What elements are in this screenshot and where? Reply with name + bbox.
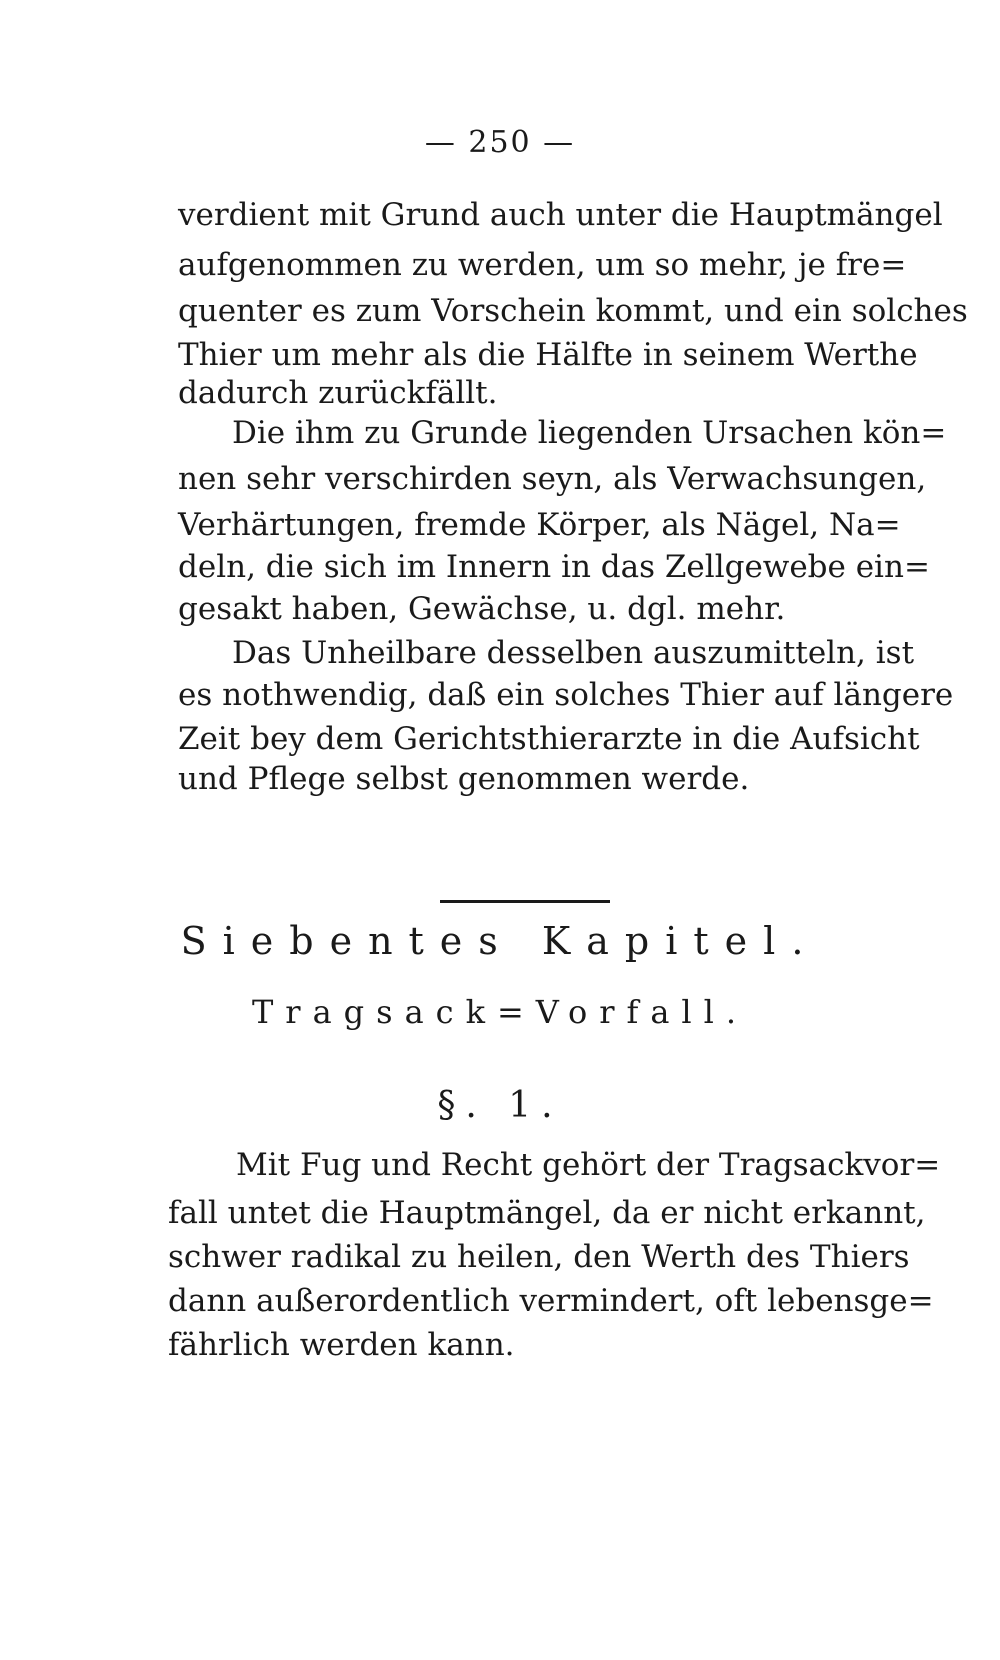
text-line: Thier um mehr als die Hälfte in seinem Werthe: [178, 337, 918, 373]
text-line: fall untet die Hauptmängel, da er nicht erkannt,: [168, 1195, 926, 1231]
text-line: Das Unheilbare desselben auszumitteln, ist: [232, 635, 915, 671]
text-line: und Pflege selbst genommen werde.: [178, 761, 750, 797]
section-mark: §. 1.: [437, 1085, 563, 1126]
page-number: — 250 —: [424, 125, 576, 160]
text-line: Die ihm zu Grunde liegenden Ursachen kön=: [232, 415, 947, 451]
text-line: deln, die sich im Innern in das Zellgewebe ein=: [178, 549, 930, 585]
text-line: gesakt haben, Gewächse, u. dgl. mehr.: [178, 591, 786, 627]
text-line: quenter es zum Vorschein kommt, und ein solches: [178, 293, 968, 329]
text-line: nen sehr verschirden seyn, als Verwachsungen,: [178, 461, 927, 497]
text-line: Mit Fug und Recht gehört der Tragsackvor=: [236, 1147, 941, 1183]
text-line: verdient mit Grund auch unter die Hauptmängel: [178, 197, 943, 233]
text-line: es nothwendig, daß ein solches Thier auf längere: [178, 677, 954, 713]
text-line: schwer radikal zu heilen, den Werth des Thiers: [168, 1239, 910, 1275]
text-line: dadurch zurückfällt.: [178, 375, 498, 411]
text-line: Zeit bey dem Gerichtsthierarzte in die Aufsicht: [178, 721, 920, 757]
text-line: dann außerordentlich vermindert, oft lebensge=: [168, 1283, 934, 1319]
chapter-subtitle: Tragsack=Vorfall.: [251, 993, 749, 1031]
text-line: Verhärtungen, fremde Körper, als Nägel, Na=: [178, 507, 901, 543]
text-line: fährlich werden kann.: [168, 1327, 515, 1363]
text-line: aufgenommen zu werden, um so mehr, je fre=: [178, 247, 907, 283]
section-divider: [440, 900, 610, 903]
chapter-title: Siebentes Kapitel.: [180, 919, 820, 963]
